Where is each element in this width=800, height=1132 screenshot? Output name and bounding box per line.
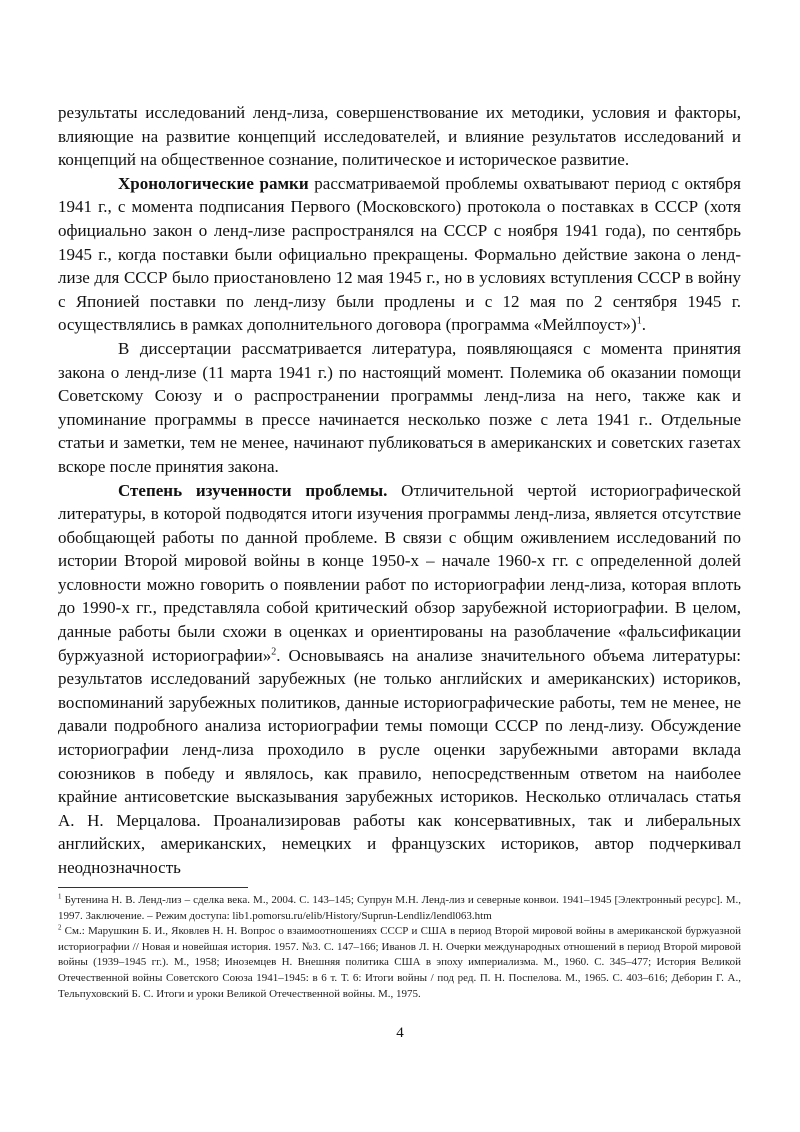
footnote-ref-2: 2 [271, 646, 277, 657]
footnote-text-2: См.: Марушкин Б. И., Яковлев Н. Н. Вопрос о взаимоотношениях СССР и США в период Второй мировой войны в американской буржуазной историографии // Новая и новейшая история. 1957. №3. С. 147–166; Иванов Л. Н. Очерки международных отношений в период Второй мировой войны (1939–1945 гг.). М., 1958; Иноземцев Н. Внешняя политика США в эпоху империализма. М., 1960. С. 345–477; История Великой Отечественной войны Советского Союза 1941–1945: в 6 т. Т. 6: Итоги войны / под ред. П. Н. Поспелова. М., 1965. С. 403–616; Деборин Г. А., Тельпуховский Б. С. Итоги и уроки Великой Отечественной войны. М., 1975. [58, 925, 741, 1000]
paragraph-text: рассматриваемой проблемы охватывают период с октября 1941 г., с момента подписания Первого (Московского) протокола о поставках в СССР (хотя официально закон о ленд-лизе распространялся на СССР с ноября 1941 года), по сентябрь 1945 г., когда поставки были официально прекращены. Формально действие закона о ленд-лизе для СССР было приостановлено 12 мая 1945 г., но в условиях вступления СССР в войну с Японией поставки по ленд-лизу были продлены и с 12 мая по 2 сентября 1945 г. осуществлялись в рамках дополнительного договора (программа «Мейлпоуст») [58, 173, 742, 335]
footnote-2 [58, 924, 741, 1002]
page-number: 4 [396, 1025, 404, 1041]
paragraph-text: В диссертации рассматривается литература, появляющаяся с момента принятия закона о ленд-лизе (11 марта 1941 г.) по настоящий момент. Полемика об оказании помощи Советскому Союзу и о распространении программы ленд-лиза на него, также как и упоминание программы в прессе начинается несколько позже с лета 1941 г.. Отдельные статьи и заметки, тем не менее, начинают публиковаться в американских и советских газетах вскоре после принятия закона. [58, 338, 741, 476]
paragraph-literature-period [58, 337, 741, 479]
paragraph-intro-continuation [58, 101, 741, 172]
paragraph-text: результаты исследований ленд-лиза, совершенствование их методики, условия и факторы, влияющие на развитие концепций исследователей, и влияние результатов исследований и концепций на общественное сознание, политическое и историческое развитие. [58, 103, 741, 170]
footnote-ref-1: 1 [636, 315, 642, 327]
footnote-separator [58, 887, 248, 888]
footnote-marker-1: 1 [58, 892, 62, 901]
paragraph-text: Отличительной чертой историографической литературы, в которой подводятся итоги изучения программы ленд-лиза, является отсутствие обобщающей работы по данной проблеме. В связи с общим оживлением исследований по истории Второй мировой войны в конце 1950-х – начале 1960-х гг. с определенной долей условности можно говорить о появлении работ по историографии ленд-лиза, которая вплоть до 1990-х гг., представляла собой критический обзор зарубежной историографии. В целом, данные работы были схожи в оценках и ориентированы на разоблачение «фальсификации буржуазной историографии» [58, 480, 741, 665]
footnote-1 [58, 893, 741, 924]
footnote-marker-2: 2 [58, 923, 62, 932]
paragraph-tail: . [641, 315, 646, 335]
footnotes [58, 893, 741, 1002]
paragraph-degree-of-study [58, 479, 741, 880]
paragraph-heading-chronological: Хронологические рамки [118, 173, 309, 193]
paragraph-heading-degree-of-study: Степень изученности проблемы. [118, 480, 388, 500]
paragraph-chronological-scope [58, 172, 741, 337]
paragraph-tail: . Основываясь на анализе значительного объема литературы: результатов исследований зарубежных (не только английских и американских) историков, воспоминаний зарубежных политиков, данные историографические работы, тем не менее, не давали подробного анализа историографии темы помощи СССР по ленд-лизу. Обсуждение историографии ленд-лиза проходило в русле оценки зарубежными авторами вклада союзников в победу и являлось, как правило, непосредственным ответом на наиболее крайние антисоветские высказывания зарубежных историков. Несколько отличалась статья А. Н. Мерцалова. Проанализировав работы как консервативных, так и либеральных английских, американских, немецких и французских историков, автор подчеркивал неоднозначность [58, 645, 742, 877]
body-text [58, 101, 741, 880]
footnote-text-1: Бутенина Н. В. Ленд-лиз – сделка века. М., 2004. С. 143–145; Супрун М.Н. Ленд-лиз и северные конвои. 1941–1945 [Электронный ресурс]. М., 1997. Заключение. – Режим доступа: lib1.pomorsu.ru/elib/History/Suprun-Lendliz/lendl063.htm [58, 894, 741, 922]
